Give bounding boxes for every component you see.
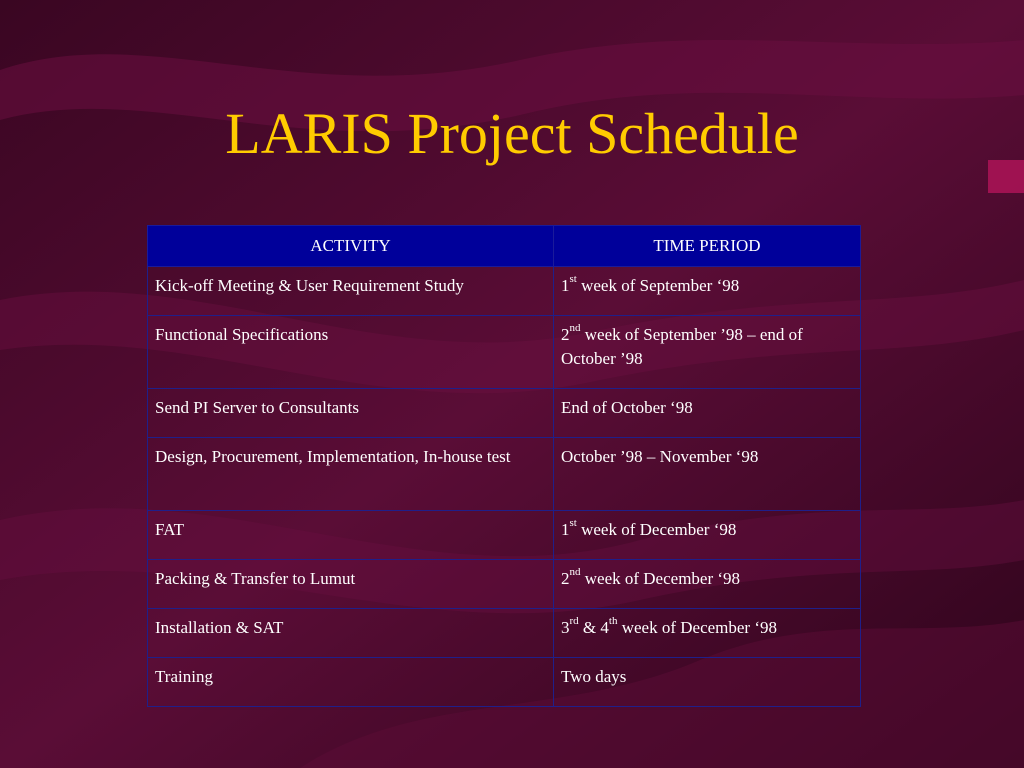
activity-cell: Packing & Transfer to Lumut bbox=[148, 560, 554, 609]
table-row bbox=[148, 438, 861, 511]
activity-cell: Design, Procurement, Implementation, In-house test bbox=[148, 438, 554, 511]
time-period-cell: 2nd week of September ’98 – end of October ’98 bbox=[554, 316, 861, 389]
activity-cell: Kick-off Meeting & User Requirement Study bbox=[148, 267, 554, 316]
time-period-cell: October ’98 – November ‘98 bbox=[554, 438, 861, 511]
activity-cell: Training bbox=[148, 658, 554, 707]
table-row bbox=[148, 609, 861, 658]
activity-cell: Installation & SAT bbox=[148, 609, 554, 658]
table-row bbox=[148, 511, 861, 560]
time-period-cell: 2nd week of December ‘98 bbox=[554, 560, 861, 609]
table-row bbox=[148, 560, 861, 609]
table-row bbox=[148, 267, 861, 316]
column-header-activity: ACTIVITY bbox=[148, 226, 554, 267]
activity-cell: Send PI Server to Consultants bbox=[148, 389, 554, 438]
column-header-time-period: TIME PERIOD bbox=[554, 226, 861, 267]
time-period-cell: 1st week of September ‘98 bbox=[554, 267, 861, 316]
schedule-table bbox=[147, 225, 861, 707]
activity-cell: FAT bbox=[148, 511, 554, 560]
activity-cell: Functional Specifications bbox=[148, 316, 554, 389]
table-header-row bbox=[148, 226, 861, 267]
time-period-cell: 3rd & 4th week of December ‘98 bbox=[554, 609, 861, 658]
table-row bbox=[148, 389, 861, 438]
time-period-cell: Two days bbox=[554, 658, 861, 707]
slide-title: LARIS Project Schedule bbox=[225, 101, 799, 166]
time-period-cell: End of October ‘98 bbox=[554, 389, 861, 438]
table-row bbox=[148, 658, 861, 707]
time-period-cell: 1st week of December ‘98 bbox=[554, 511, 861, 560]
table-row bbox=[148, 316, 861, 389]
